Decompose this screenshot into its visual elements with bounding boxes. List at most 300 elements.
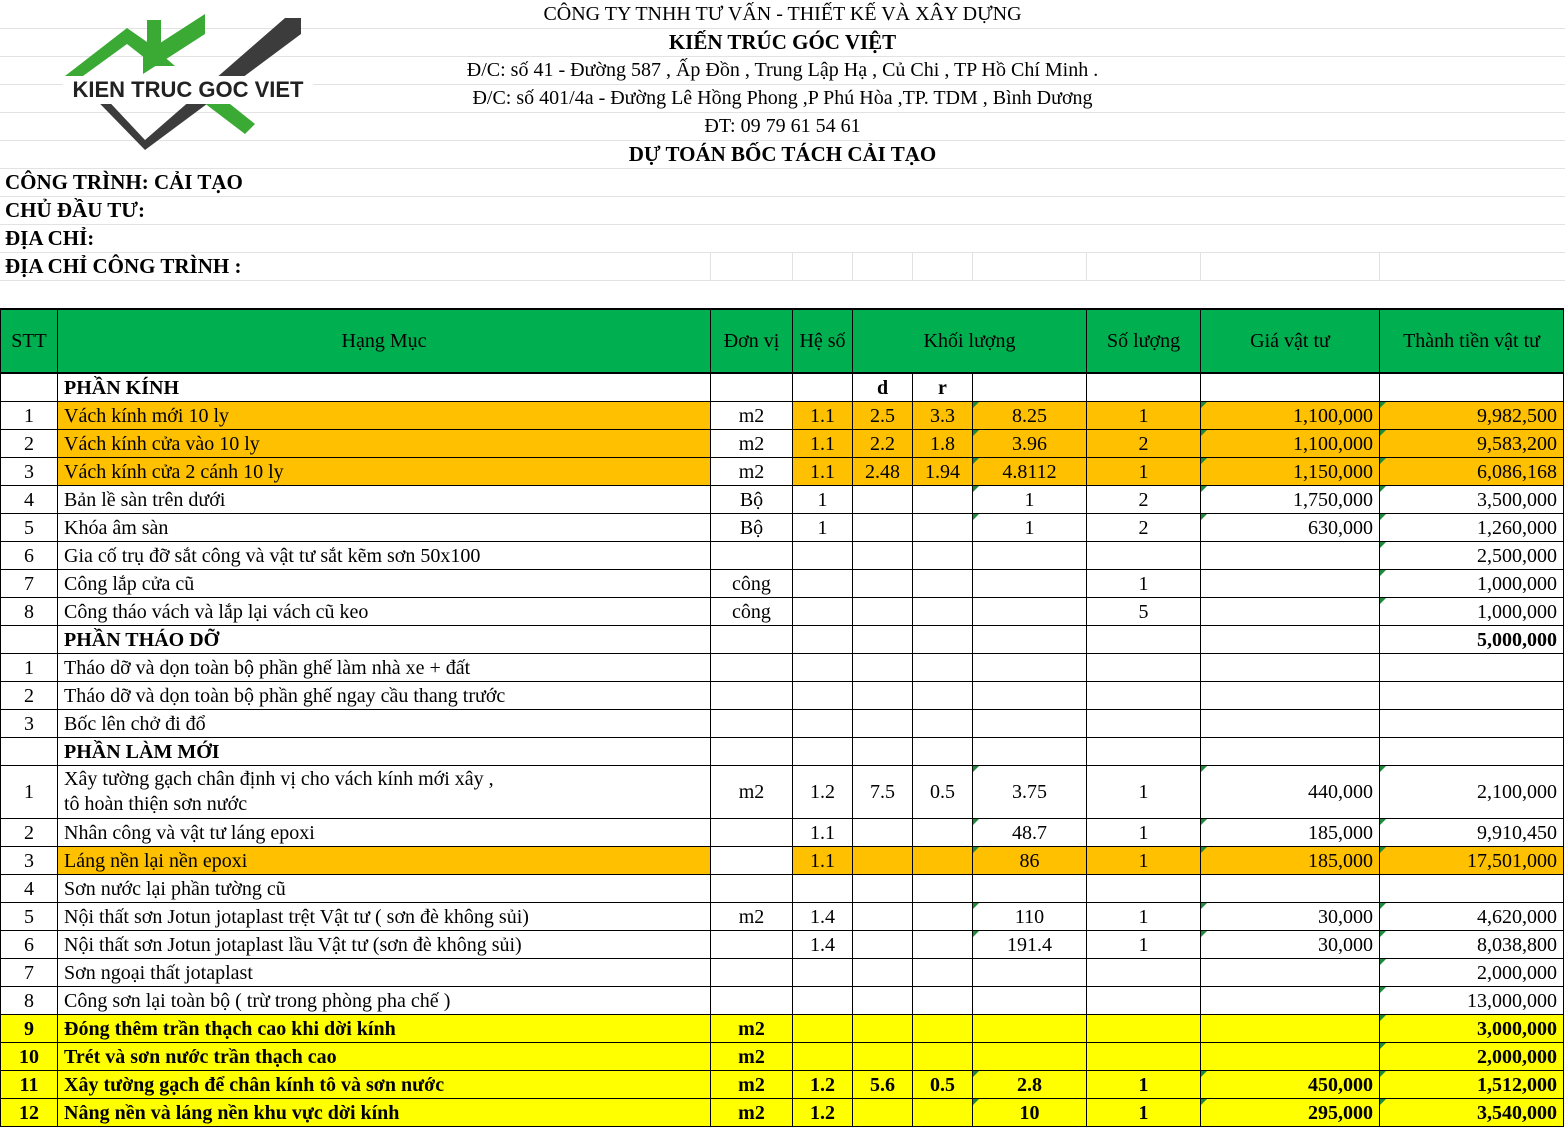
row-coefficient xyxy=(793,1043,853,1071)
row-quantity: 1 xyxy=(1087,402,1201,430)
row-amount: 3,540,000 xyxy=(1380,1099,1564,1127)
col-hang-muc: Hạng Mục xyxy=(58,309,711,373)
row-stt: 11 xyxy=(1,1071,58,1099)
row-stt: 7 xyxy=(1,570,58,598)
row-width xyxy=(913,570,973,598)
row-unit xyxy=(711,931,793,959)
row-coefficient: 1.1 xyxy=(793,819,853,847)
row-stt: 1 xyxy=(1,654,58,682)
d-label xyxy=(853,738,913,766)
row-quantity xyxy=(1087,654,1201,682)
empty-cell xyxy=(973,738,1087,766)
row-width xyxy=(913,987,973,1015)
empty-cell xyxy=(1087,626,1201,654)
row-unit: m2 xyxy=(711,458,793,486)
table-row xyxy=(1,682,1564,710)
table-row xyxy=(1,402,1564,430)
row-volume: 8.25 xyxy=(973,402,1087,430)
section-header-row xyxy=(1,738,1564,766)
row-unit-price xyxy=(1201,710,1380,738)
row-item-name-line1: Xây tường gạch chân định vị cho vách kính mới xây , xyxy=(64,768,494,790)
row-coefficient: 1 xyxy=(793,514,853,542)
estimate-table xyxy=(0,308,1564,1127)
row-item-name: Trét và sơn nước trần thạch cao xyxy=(58,1043,711,1071)
row-unit: m2 xyxy=(711,903,793,931)
row-volume xyxy=(973,654,1087,682)
row-quantity: 1 xyxy=(1087,903,1201,931)
row-item-name: Công lắp cửa cũ xyxy=(58,570,711,598)
project-owner: CHỦ ĐẦU TƯ: xyxy=(5,198,145,222)
row-length: 7.5 xyxy=(853,766,913,819)
col-thanh-tien: Thành tiền vật tư xyxy=(1380,309,1564,373)
row-length xyxy=(853,682,913,710)
row-amount: 9,583,200 xyxy=(1380,430,1564,458)
empty-cell xyxy=(711,373,793,402)
row-unit: m2 xyxy=(711,430,793,458)
row-stt: 6 xyxy=(1,931,58,959)
row-unit xyxy=(711,819,793,847)
row-width xyxy=(913,931,973,959)
row-width xyxy=(913,542,973,570)
row-unit-price: 185,000 xyxy=(1201,847,1380,875)
company-brand: KIẾN TRÚC GÓC VIỆT xyxy=(668,30,897,54)
company-address-2: Đ/C: số 401/4a - Đường Lê Hồng Phong ,P Phú Hòa ,TP. TDM , Bình Dương xyxy=(472,87,1093,109)
row-unit-price: 185,000 xyxy=(1201,819,1380,847)
row-item-name: Gia cố trụ đỡ sắt công và vật tư sắt kẽm sơn 50x100 xyxy=(58,542,711,570)
row-length: 2.5 xyxy=(853,402,913,430)
row-unit xyxy=(711,959,793,987)
row-width xyxy=(913,654,973,682)
row-unit: m2 xyxy=(711,402,793,430)
table-row xyxy=(1,654,1564,682)
empty-cell xyxy=(1,373,58,402)
row-volume: 3.75 xyxy=(973,766,1087,819)
row-unit-price: 1,750,000 xyxy=(1201,486,1380,514)
table-header-row xyxy=(1,309,1564,373)
row-amount xyxy=(1380,875,1564,903)
row-quantity: 1 xyxy=(1087,766,1201,819)
row-length xyxy=(853,1043,913,1071)
row-amount: 2,000,000 xyxy=(1380,959,1564,987)
row-length xyxy=(853,931,913,959)
row-length xyxy=(853,959,913,987)
row-item-name: Tháo dỡ và dọn toàn bộ phần ghế ngay cầu thang trước xyxy=(58,682,711,710)
company-name: CÔNG TY TNHH TƯ VẤN - THIẾT KẾ VÀ XÂY DỰNG xyxy=(543,3,1022,25)
row-item-name: Đóng thêm trần thạch cao khi dời kính xyxy=(58,1015,711,1043)
row-quantity xyxy=(1087,542,1201,570)
row-volume: 1 xyxy=(973,486,1087,514)
row-amount: 9,982,500 xyxy=(1380,402,1564,430)
row-length xyxy=(853,598,913,626)
row-volume xyxy=(973,682,1087,710)
row-width xyxy=(913,486,973,514)
row-width xyxy=(913,710,973,738)
row-amount: 3,500,000 xyxy=(1380,486,1564,514)
row-amount: 1,000,000 xyxy=(1380,598,1564,626)
table-row xyxy=(1,1015,1564,1043)
row-quantity xyxy=(1087,959,1201,987)
row-length: 5.6 xyxy=(853,1071,913,1099)
row-amount xyxy=(1380,654,1564,682)
row-width xyxy=(913,682,973,710)
row-coefficient xyxy=(793,710,853,738)
row-item-name: Nội thất sơn Jotun jotaplast trệt Vật tư ( sơn đè không sủi) xyxy=(58,903,711,931)
table-row xyxy=(1,458,1564,486)
row-amount: 17,501,000 xyxy=(1380,847,1564,875)
row-length xyxy=(853,514,913,542)
row-quantity: 1 xyxy=(1087,1099,1201,1127)
empty-cell xyxy=(1201,738,1380,766)
row-unit-price: 295,000 xyxy=(1201,1099,1380,1127)
row-amount: 13,000,000 xyxy=(1380,987,1564,1015)
row-unit: Bộ xyxy=(711,514,793,542)
table-row xyxy=(1,1071,1564,1099)
row-unit xyxy=(711,987,793,1015)
row-width: 1.94 xyxy=(913,458,973,486)
row-unit-price xyxy=(1201,875,1380,903)
row-stt: 8 xyxy=(1,598,58,626)
row-item-name: Sơn ngoại thất jotaplast xyxy=(58,959,711,987)
table-row xyxy=(1,486,1564,514)
row-item-name: Nhân công và vật tư láng epoxi xyxy=(58,819,711,847)
row-width: 3.3 xyxy=(913,402,973,430)
table-row xyxy=(1,598,1564,626)
row-width xyxy=(913,875,973,903)
row-quantity: 1 xyxy=(1087,819,1201,847)
row-coefficient xyxy=(793,875,853,903)
row-coefficient xyxy=(793,682,853,710)
table-row xyxy=(1,766,1564,819)
table-row xyxy=(1,931,1564,959)
row-amount xyxy=(1380,710,1564,738)
row-unit-price: 630,000 xyxy=(1201,514,1380,542)
row-volume xyxy=(973,710,1087,738)
row-coefficient xyxy=(793,959,853,987)
row-length xyxy=(853,819,913,847)
row-length xyxy=(853,486,913,514)
row-stt: 5 xyxy=(1,514,58,542)
row-stt: 9 xyxy=(1,1015,58,1043)
row-width xyxy=(913,1043,973,1071)
row-unit-price xyxy=(1201,682,1380,710)
row-item-name: Nâng nền và láng nền khu vực dời kính xyxy=(58,1099,711,1127)
row-quantity xyxy=(1087,987,1201,1015)
row-quantity: 1 xyxy=(1087,931,1201,959)
row-length xyxy=(853,542,913,570)
empty-cell xyxy=(793,373,853,402)
row-width xyxy=(913,1099,973,1127)
row-width xyxy=(913,959,973,987)
row-unit-price: 450,000 xyxy=(1201,1071,1380,1099)
row-unit: công xyxy=(711,598,793,626)
table-row xyxy=(1,959,1564,987)
row-quantity: 2 xyxy=(1087,486,1201,514)
row-amount: 2,100,000 xyxy=(1380,766,1564,819)
row-volume: 3.96 xyxy=(973,430,1087,458)
row-length xyxy=(853,903,913,931)
row-item-name-line2: tô hoàn thiện sơn nước xyxy=(64,793,248,815)
row-stt: 2 xyxy=(1,819,58,847)
row-quantity: 1 xyxy=(1087,1071,1201,1099)
row-quantity: 1 xyxy=(1087,458,1201,486)
section-header-row xyxy=(1,626,1564,654)
col-khoi-luong: Khối lượng xyxy=(853,309,1087,373)
row-quantity xyxy=(1087,682,1201,710)
row-unit-price xyxy=(1201,1043,1380,1071)
table-row xyxy=(1,1099,1564,1127)
row-item-name xyxy=(58,766,711,819)
empty-cell xyxy=(793,626,853,654)
row-volume xyxy=(973,987,1087,1015)
row-amount: 1,000,000 xyxy=(1380,570,1564,598)
row-stt: 3 xyxy=(1,710,58,738)
empty-cell xyxy=(973,373,1087,402)
row-item-name: Vách kính mới 10 ly xyxy=(58,402,711,430)
row-length xyxy=(853,847,913,875)
row-volume xyxy=(973,1015,1087,1043)
row-width: 1.8 xyxy=(913,430,973,458)
row-coefficient xyxy=(793,987,853,1015)
row-quantity: 1 xyxy=(1087,847,1201,875)
table-row xyxy=(1,819,1564,847)
row-unit xyxy=(711,682,793,710)
row-unit-price xyxy=(1201,598,1380,626)
row-width xyxy=(913,847,973,875)
row-width: 0.5 xyxy=(913,766,973,819)
table-row xyxy=(1,903,1564,931)
empty-cell xyxy=(1201,373,1380,402)
row-width xyxy=(913,903,973,931)
row-amount: 4,620,000 xyxy=(1380,903,1564,931)
row-amount: 1,260,000 xyxy=(1380,514,1564,542)
row-stt: 3 xyxy=(1,458,58,486)
row-width xyxy=(913,598,973,626)
row-quantity: 2 xyxy=(1087,430,1201,458)
row-unit-price xyxy=(1201,1015,1380,1043)
row-amount: 8,038,800 xyxy=(1380,931,1564,959)
row-unit-price xyxy=(1201,654,1380,682)
row-item-name: Bản lề sàn trên dưới xyxy=(58,486,711,514)
row-item-name: Khóa âm sàn xyxy=(58,514,711,542)
row-volume xyxy=(973,542,1087,570)
row-coefficient: 1.1 xyxy=(793,458,853,486)
row-unit-price xyxy=(1201,987,1380,1015)
row-length xyxy=(853,987,913,1015)
row-length xyxy=(853,875,913,903)
section-total xyxy=(1380,373,1564,402)
section-title: PHẦN KÍNH xyxy=(58,373,711,402)
row-stt: 6 xyxy=(1,542,58,570)
table-row xyxy=(1,430,1564,458)
row-stt: 1 xyxy=(1,402,58,430)
row-coefficient: 1.2 xyxy=(793,1071,853,1099)
row-amount: 1,512,000 xyxy=(1380,1071,1564,1099)
empty-cell xyxy=(1087,738,1201,766)
row-volume: 10 xyxy=(973,1099,1087,1127)
row-coefficient: 1.4 xyxy=(793,931,853,959)
row-length xyxy=(853,1015,913,1043)
row-coefficient: 1.1 xyxy=(793,430,853,458)
row-unit-price: 1,150,000 xyxy=(1201,458,1380,486)
row-unit xyxy=(711,875,793,903)
table-row xyxy=(1,847,1564,875)
row-volume: 48.7 xyxy=(973,819,1087,847)
row-volume: 1 xyxy=(973,514,1087,542)
row-volume: 2.8 xyxy=(973,1071,1087,1099)
document-title: DỰ TOÁN BỐC TÁCH CẢI TẠO xyxy=(628,142,937,166)
project-address: ĐỊA CHỈ: xyxy=(5,226,95,250)
row-volume: 4.8112 xyxy=(973,458,1087,486)
row-item-name: Vách kính cửa 2 cánh 10 ly xyxy=(58,458,711,486)
section-total xyxy=(1380,738,1564,766)
empty-cell xyxy=(711,626,793,654)
row-coefficient: 1.2 xyxy=(793,1099,853,1127)
row-amount: 2,500,000 xyxy=(1380,542,1564,570)
row-stt: 2 xyxy=(1,430,58,458)
row-length xyxy=(853,570,913,598)
row-coefficient xyxy=(793,570,853,598)
table-row xyxy=(1,987,1564,1015)
row-coefficient: 1.2 xyxy=(793,766,853,819)
r-label xyxy=(913,626,973,654)
row-unit xyxy=(711,710,793,738)
document-header xyxy=(0,0,1565,308)
d-label xyxy=(853,626,913,654)
company-address-1: Đ/C: số 41 - Đường 587 , Ấp Đồn , Trung Lập Hạ , Củ Chi , TP Hồ Chí Minh . xyxy=(466,59,1099,81)
project-site-address: ĐỊA CHỈ CÔNG TRÌNH : xyxy=(5,254,242,278)
row-unit: m2 xyxy=(711,766,793,819)
row-item-name: Tháo dỡ và dọn toàn bộ phần ghế làm nhà xe + đất xyxy=(58,654,711,682)
row-stt: 4 xyxy=(1,875,58,903)
row-stt: 8 xyxy=(1,987,58,1015)
logo-text: KIEN TRUC GOC VIET xyxy=(72,77,304,102)
row-volume: 191.4 xyxy=(973,931,1087,959)
section-title: PHẦN LÀM MỚI xyxy=(58,738,711,766)
col-he-so: Hệ số xyxy=(793,309,853,373)
row-stt: 4 xyxy=(1,486,58,514)
row-amount: 3,000,000 xyxy=(1380,1015,1564,1043)
row-unit: m2 xyxy=(711,1043,793,1071)
row-coefficient xyxy=(793,598,853,626)
row-volume: 86 xyxy=(973,847,1087,875)
col-gia-vat-tu: Giá vật tư xyxy=(1201,309,1380,373)
table-row xyxy=(1,710,1564,738)
row-stt: 3 xyxy=(1,847,58,875)
row-coefficient: 1.4 xyxy=(793,903,853,931)
row-quantity: 2 xyxy=(1087,514,1201,542)
row-unit-price xyxy=(1201,542,1380,570)
row-unit-price: 30,000 xyxy=(1201,903,1380,931)
row-width xyxy=(913,1015,973,1043)
row-unit-price: 440,000 xyxy=(1201,766,1380,819)
row-quantity xyxy=(1087,710,1201,738)
row-amount: 9,910,450 xyxy=(1380,819,1564,847)
row-width xyxy=(913,819,973,847)
row-amount: 6,086,168 xyxy=(1380,458,1564,486)
section-title: PHẦN THÁO DỠ xyxy=(58,626,711,654)
row-stt: 1 xyxy=(1,766,58,819)
empty-cell xyxy=(793,738,853,766)
col-so-luong: Số lượng xyxy=(1087,309,1201,373)
row-coefficient: 1 xyxy=(793,486,853,514)
row-amount: 2,000,000 xyxy=(1380,1043,1564,1071)
r-label: r xyxy=(913,373,973,402)
row-quantity: 1 xyxy=(1087,570,1201,598)
row-quantity xyxy=(1087,1015,1201,1043)
project-name: CÔNG TRÌNH: CẢI TẠO xyxy=(5,170,243,194)
row-stt: 5 xyxy=(1,903,58,931)
row-item-name: Nội thất sơn Jotun jotaplast lầu Vật tư (sơn đè không sủi) xyxy=(58,931,711,959)
row-coefficient xyxy=(793,654,853,682)
row-unit: m2 xyxy=(711,1015,793,1043)
row-coefficient xyxy=(793,1015,853,1043)
row-unit-price: 1,100,000 xyxy=(1201,430,1380,458)
empty-cell xyxy=(1,626,58,654)
empty-cell xyxy=(973,626,1087,654)
row-volume xyxy=(973,570,1087,598)
r-label xyxy=(913,738,973,766)
table-row xyxy=(1,875,1564,903)
row-item-name: Bốc lên chở đi đổ xyxy=(58,710,711,738)
table-row xyxy=(1,1043,1564,1071)
row-length xyxy=(853,654,913,682)
row-item-name: Xây tường gạch để chân kính tô và sơn nước xyxy=(58,1071,711,1099)
section-header-row xyxy=(1,373,1564,402)
row-unit: m2 xyxy=(711,1099,793,1127)
d-label: d xyxy=(853,373,913,402)
empty-cell xyxy=(1087,373,1201,402)
row-length: 2.2 xyxy=(853,430,913,458)
table-row xyxy=(1,570,1564,598)
empty-cell xyxy=(711,738,793,766)
row-stt: 12 xyxy=(1,1099,58,1127)
row-volume xyxy=(973,959,1087,987)
row-item-name: Công tháo vách và lắp lại vách cũ keo xyxy=(58,598,711,626)
row-unit xyxy=(711,654,793,682)
row-volume xyxy=(973,1043,1087,1071)
company-phone: ĐT: 09 79 61 54 61 xyxy=(704,115,861,137)
empty-cell xyxy=(1201,626,1380,654)
row-length: 2.48 xyxy=(853,458,913,486)
row-coefficient xyxy=(793,542,853,570)
row-width: 0.5 xyxy=(913,1071,973,1099)
row-unit-price xyxy=(1201,959,1380,987)
row-unit-price: 30,000 xyxy=(1201,931,1380,959)
row-unit-price: 1,100,000 xyxy=(1201,402,1380,430)
row-item-name: Công sơn lại toàn bộ ( trừ trong phòng pha chế ) xyxy=(58,987,711,1015)
row-stt: 2 xyxy=(1,682,58,710)
row-unit xyxy=(711,542,793,570)
row-quantity xyxy=(1087,875,1201,903)
row-volume xyxy=(973,875,1087,903)
row-quantity: 5 xyxy=(1087,598,1201,626)
row-unit: Bộ xyxy=(711,486,793,514)
row-volume: 110 xyxy=(973,903,1087,931)
row-length xyxy=(853,710,913,738)
row-item-name: Láng nền lại nền epoxi xyxy=(58,847,711,875)
row-width xyxy=(913,514,973,542)
row-coefficient: 1.1 xyxy=(793,847,853,875)
col-stt: STT xyxy=(1,309,58,373)
section-total: 5,000,000 xyxy=(1380,626,1564,654)
table-row xyxy=(1,514,1564,542)
row-unit-price xyxy=(1201,570,1380,598)
row-length xyxy=(853,1099,913,1127)
row-item-name: Vách kính cửa vào 10 ly xyxy=(58,430,711,458)
row-amount xyxy=(1380,682,1564,710)
table-row xyxy=(1,542,1564,570)
col-don-vi: Đơn vị xyxy=(711,309,793,373)
